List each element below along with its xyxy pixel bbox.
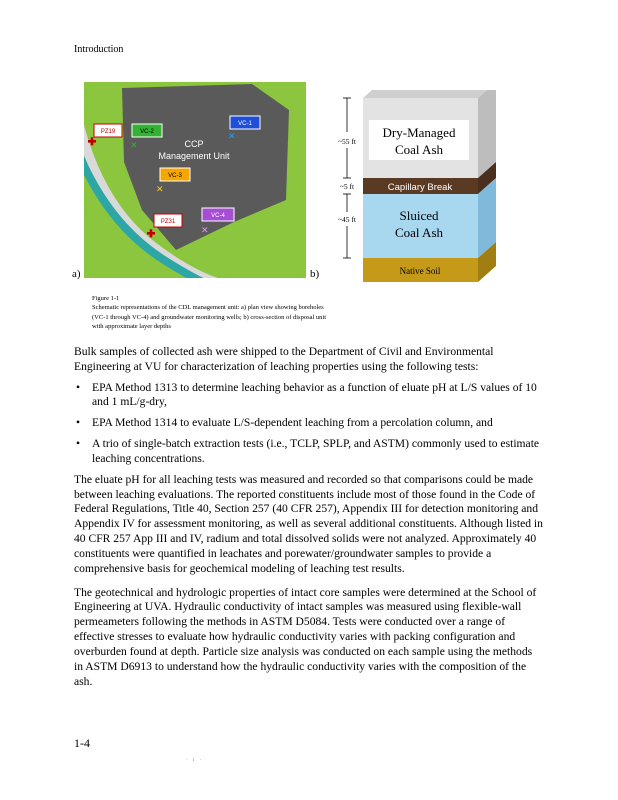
capillary-label: Capillary Break <box>387 182 453 193</box>
block-top <box>363 90 496 98</box>
test-1: EPA Method 1313 to determine leaching behavior as a function of eluate pH at L/S values of 10 and 1 mL/g-dry, <box>92 380 537 409</box>
well-pz19-label: PZ19 <box>100 129 116 135</box>
figure-number: Figure 1-1 <box>92 295 120 302</box>
native-label: Native Soil <box>399 266 441 276</box>
bullet: • <box>76 437 81 451</box>
body-text <box>74 345 544 689</box>
depth-bottom: ~45 ft <box>337 215 357 224</box>
test-3: A trio of single-batch extraction tests (i.e., TCLP, SPLP, and ASTM) commonly used to estimate leaching concentrations. <box>92 437 540 465</box>
well-pz31-label: PZ31 <box>160 219 176 225</box>
list-item <box>74 437 544 467</box>
caption-line-2: (VC-1 through VC-4) and groundwater monitoring wells; b) cross-section of disposal unit <box>92 313 327 321</box>
list-item <box>74 381 544 411</box>
vc2-marker: ✕ <box>130 140 138 150</box>
unit-label-line1: CCP <box>184 139 204 149</box>
figure-a-label: a) <box>72 268 81 280</box>
vc4-marker: ✕ <box>201 225 209 235</box>
plan-view-figure <box>84 82 306 278</box>
footer-mark: · i · <box>186 758 204 763</box>
intro-paragraph: Bulk samples of collected ash were shipped to the Department of Civil and Environmental Engineering at VU for characterization of leaching properties using the following tests: <box>74 345 494 373</box>
page-number: 1-4 <box>74 736 90 750</box>
vc1-marker: ✕ <box>228 131 236 141</box>
paragraph-3: The geotechnical and hydrologic properties of intact core samples were determined at the School of Engineering at UVA. Hydraulic conductivity of intact samples was measured using flexible-wall permeameters following the methods in ASTM D5084. Tests were conducted over a range of effective stresses to evaluate how hydraulic conductivity varies with packing configuration and overburden found at depth. Particle size analysis was conducted on each sample using the methods in ASTM D6913 to understand how the hydraulic conductivity varies with the composition of the ash. <box>74 585 537 688</box>
vc2-label: VC-2 <box>140 129 154 135</box>
sluiced-label-line2: Coal Ash <box>394 225 444 240</box>
section-header: Introduction <box>74 44 124 55</box>
vc4-label: VC-4 <box>211 213 225 219</box>
depth-top: ~55 ft <box>337 137 357 146</box>
dry-label-line2: Coal Ash <box>394 142 444 157</box>
sluiced-label-line1: Sluiced <box>399 208 439 223</box>
paragraph-2: The eluate pH for all leaching tests was measured and recorded so that comparisons could be made between leaching evaluations. The reported constituents include most of those found in the Code of Federal Regulations, Title 40, Section 257 (40 CFR 257), Appendix III for detection monitoring and Appendix IV for assessment monitoring, as well as several additional constituents. Although listed in 40 CFR 257 App III and IV, radium and total dissolved solids were not analyzed. Approximately 40 constituents were quantified in leachates and porewater/groundwater samples to provide a comprehensive basis for geochemical modeling of leaching test results. <box>74 472 543 575</box>
figure-b-label: b) <box>310 268 320 280</box>
bullet: • <box>76 380 81 394</box>
vc1-label: VC-1 <box>238 121 252 127</box>
list-item <box>74 416 544 431</box>
test-list <box>74 381 544 467</box>
vc3-label: VC-3 <box>168 173 182 179</box>
caption-line-1: Schematic representations of the CDL management unit: a) plan view showing boreholes <box>92 304 324 312</box>
depth-mid: ~5 ft <box>339 182 355 191</box>
caption-line-3: with approximate layer depths <box>92 323 171 331</box>
vc3-marker: ✕ <box>156 184 164 194</box>
dry-label-line1: Dry-Managed <box>382 125 456 140</box>
test-2: EPA Method 1314 to evaluate L/S-dependent leaching from a percolation column, and <box>92 416 493 430</box>
bullet: • <box>76 416 81 430</box>
figure-caption <box>92 294 392 332</box>
cross-section-figure <box>333 90 505 286</box>
unit-label-line2: Management Unit <box>158 151 230 161</box>
